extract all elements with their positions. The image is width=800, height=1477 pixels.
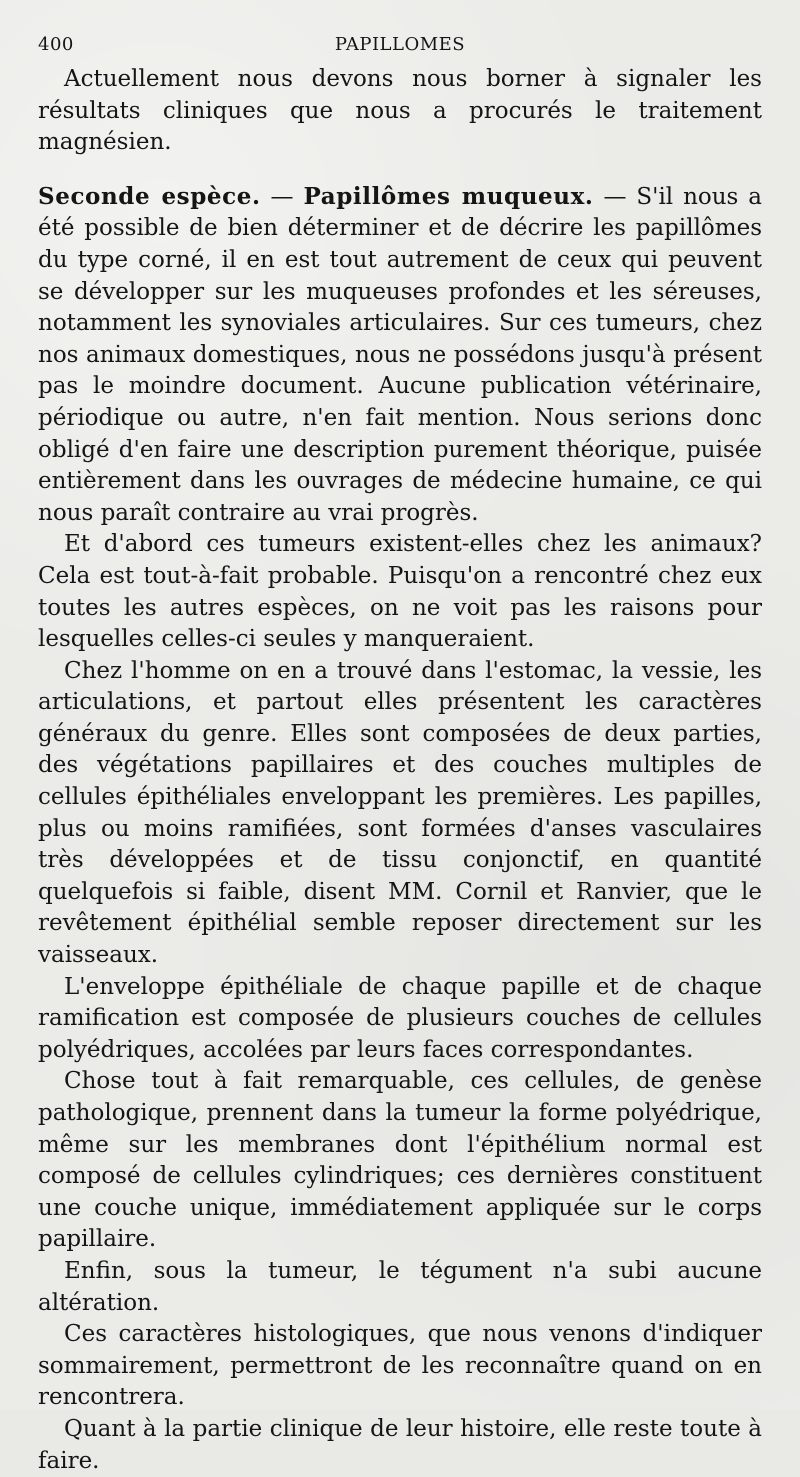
section-dash-1: — xyxy=(260,183,304,210)
section-dash-2: — xyxy=(593,183,637,210)
section-text: S'il nous a été possible de bien déterminer et de décrire les papillômes du type corné, il en est tout autrement de ceux qui peuvent se développer sur les muqueuses profondes et les séreuses, notamment les synoviales articulaires. Sur ces tumeurs, chez nos animaux domestiques, nous ne possédons jusqu'à présent pas le moindre document. Aucune publication vétérinaire, périodique ou autre, n'en fait mention. Nous serions donc obligé d'en faire une description purement théorique, puisée entièrement dans les ouvrages de médecine humaine, ce qui nous paraît contraire au vrai progrès. xyxy=(38,183,762,526)
section-heading: Seconde espèce. xyxy=(38,182,261,210)
paragraph-1: Actuellement nous devons nous borner à signaler les résultats cliniques que nous a procurés le traitement magnésien. xyxy=(38,66,762,156)
paragraph-5: L'enveloppe épithéliale de chaque papille et de chaque ramification est composée de plusieurs couches de cellules polyédriques, accolées par leurs faces correspondantes. xyxy=(38,973,762,1063)
section-spacer xyxy=(38,159,762,181)
paragraph-6: Chose tout à fait remarquable, ces cellules, de genèse pathologique, prennent dans la tumeur la forme polyédrique, même sur les membranes dont l'épithélium normal est composé de cellules cylindriques; ces dernières constituent une couche unique, immédiatement appliquée sur le corps papillaire. xyxy=(38,1068,762,1253)
section-paragraph xyxy=(38,181,762,530)
running-title: PAPILLOMES xyxy=(334,34,466,55)
paragraph-8: Ces caractères histologiques, que nous venons d'indiquer sommairement, permettront de les reconnaître quand on en rencontrera. xyxy=(38,1321,762,1411)
page-body xyxy=(38,64,762,1477)
paragraph-9: Quant à la partie clinique de leur histoire, elle reste toute à faire. xyxy=(38,1415,762,1474)
section-subheading: Papillômes muqueux. xyxy=(303,182,594,210)
page-number: 400 xyxy=(38,34,74,55)
paragraph-7: Enfin, sous la tumeur, le tégument n'a subi aucune altération. xyxy=(38,1257,762,1316)
paragraph-4: Chez l'homme on en a trouvé dans l'estomac, la vessie, les articulations, et partout elles présentent les caractères généraux du genre. Elles sont composées de deux parties, des végétations papillaires et des couches multiples de cellules épithéliales enveloppant les premières. Les papilles, plus ou moins ramifiées, sont formées d'anses vasculaires très développées et de tissu conjonctif, en quantité quelquefois si faible, disent MM. Cornil et Ranvier, que le revêtement épithélial semble reposer directement sur les vaisseaux. xyxy=(38,657,762,969)
page-header xyxy=(38,34,762,64)
paragraph-3: Et d'abord ces tumeurs existent-elles chez les animaux? Cela est tout-à-fait probable. Puisqu'on a rencontré chez eux toutes les autres espèces, on ne voit pas les raisons pour lesquelles celles-ci seules y manqueraient. xyxy=(38,531,762,653)
